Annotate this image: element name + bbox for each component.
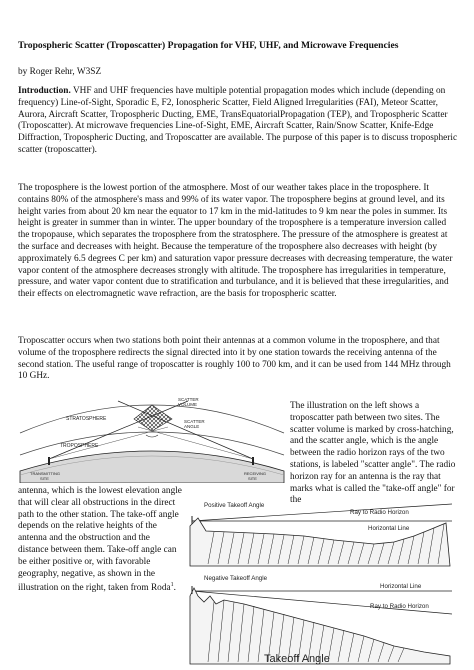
- scatter-volume-label-1: SCATTER: [178, 397, 199, 402]
- stratosphere-label: STRATOSPHERE: [66, 416, 107, 422]
- receiving-antenna: [252, 457, 254, 465]
- takeoff-end: .: [173, 583, 176, 594]
- rx-horizon-ray: [118, 401, 253, 459]
- receiving-label-1: RECEIVING: [244, 471, 267, 476]
- bottom-ray-label: Ray to Radio Horizon: [370, 603, 429, 610]
- receiving-label-2: SITE: [248, 476, 257, 481]
- author-line: by Roger Rehr, W3SZ: [18, 67, 102, 77]
- tx-horizon-ray: [49, 401, 188, 459]
- top-horizontal-label: Horizontal Line: [368, 525, 410, 532]
- figure-caption: Takeoff Angle: [264, 653, 330, 665]
- troposphere-label: TROPOSPHERE: [60, 443, 99, 449]
- transmitting-label-1: TRANSMITTING: [30, 471, 60, 476]
- troposcatter-figure: [18, 375, 286, 483]
- troposphere-paragraph: The troposphere is the lowest portion of the atmosphere. Most of our weather takes place in the troposphere. It contains 80% of the atmosphere's mass and 99% of its water vapor. The troposphere begins at ground level, and its height varies from about 20 km near the equator to 17 km in the mid-latitudes to 9 km near the poles in summer. Its height is greater in summer than in winter. The upper boundary of the troposphere is a temperature inversion called the tropopause, which separates the troposphere from the stratosphere. The pressure of the atmosphere is greatest at the surface and decreases with height. Because the temperature of the troposphere also decreases with height (by approximately 6.5 degrees C per km) and saturation vapor pressure decreases with decreasing temperature, the water vapor content of the atmosphere decreases strongly with altitude. The troposphere has irregularities in temperature, pressure, and water vapor content due to stratification and turbulance, and it is believed that these irregularities, and their effects on electromagnetic wave refraction, are the basis for tropospheric scatter.: [18, 183, 453, 300]
- takeoff-text: antenna, which is the lowest elevation angle that will clear all obstructions in the direct path to the other station. The take-off angle depends on the relative heights of the antenna and the obstruction and the distance between them. Take-off angle can be either positive or, with favorable geography, negative, as shown in the illustration on the right, taken from Roda: [18, 486, 182, 594]
- scatter-angle-arc: [146, 435, 158, 437]
- intro-paragraph: [18, 86, 458, 157]
- footnote-ref: 1: [170, 582, 174, 589]
- scatter-angle-label-2: ANGLE: [184, 424, 200, 429]
- bottom-horizontal-label: Horizontal Line: [380, 583, 422, 590]
- negative-takeoff-label: Negative Takeoff Angle: [204, 575, 268, 582]
- intro-heading: Introduction.: [18, 86, 71, 96]
- takeoff-paragraph: [18, 486, 182, 595]
- transmitting-label-2: SITE: [40, 476, 49, 481]
- troposcatter-paragraph: Troposcatter occurs when two stations both point their antennas at a common volume in the troposphere, and that volume of the troposphere redirects the signal directed into it by one station towards the receiving antenna of the second station. The useful range of troposcatter is roughly 100 to 700 km, and it can be used from 144 MHz through 10 GHz.: [18, 336, 451, 382]
- scatter-angle-label-1: SCATTER: [184, 419, 205, 424]
- transmitting-antenna: [48, 457, 50, 465]
- illustration-paragraph: The illustration on the left shows a troposcatter path between two sites. The scatter volume is marked by cross-hatching, and the scatter angle, which is the angle between the radio horizon rays of the two stations, is labeled "scatter angle". The radio horizon ray for an antenna is the ray that marks what is called the "take-off angle" for the: [290, 401, 456, 506]
- positive-takeoff-label: Positive Takeoff Angle: [204, 502, 265, 509]
- scatter-volume-label-2: VOLUME: [178, 402, 198, 407]
- top-ray-label: Ray to Radio Horizon: [350, 509, 409, 516]
- intro-text: VHF and UHF frequencies have multiple potential propagation modes which include (depending on frequency) Line-of-Sight, Sporadic E, F2, Ionospheric Scatter, Field Aligned Irregularities (FAI), Meteor Scatter, Aurora, Aircraft Scatter, Tropospheric Ducting, EME, TransEquatorialPropagation (TEP), and Tropospheric Scatter (Troposcatter). At microwave frequencies Line-of-Sight, EME, Aircraft Scatter, Rain/Snow Scatter, Knife-Edge Diffraction, Tropospheric Ducting, and Troposcatter are available. The purpose of this paper is to discuss tropospheric scatter (troposcatter).: [18, 86, 458, 155]
- scatter-volume-hatch: [134, 405, 172, 431]
- paper-title: Tropospheric Scatter (Troposcatter) Propagation for VHF, UHF, and Microwave Frequencies: [18, 40, 399, 51]
- takeoff-angle-figure: [184, 496, 466, 668]
